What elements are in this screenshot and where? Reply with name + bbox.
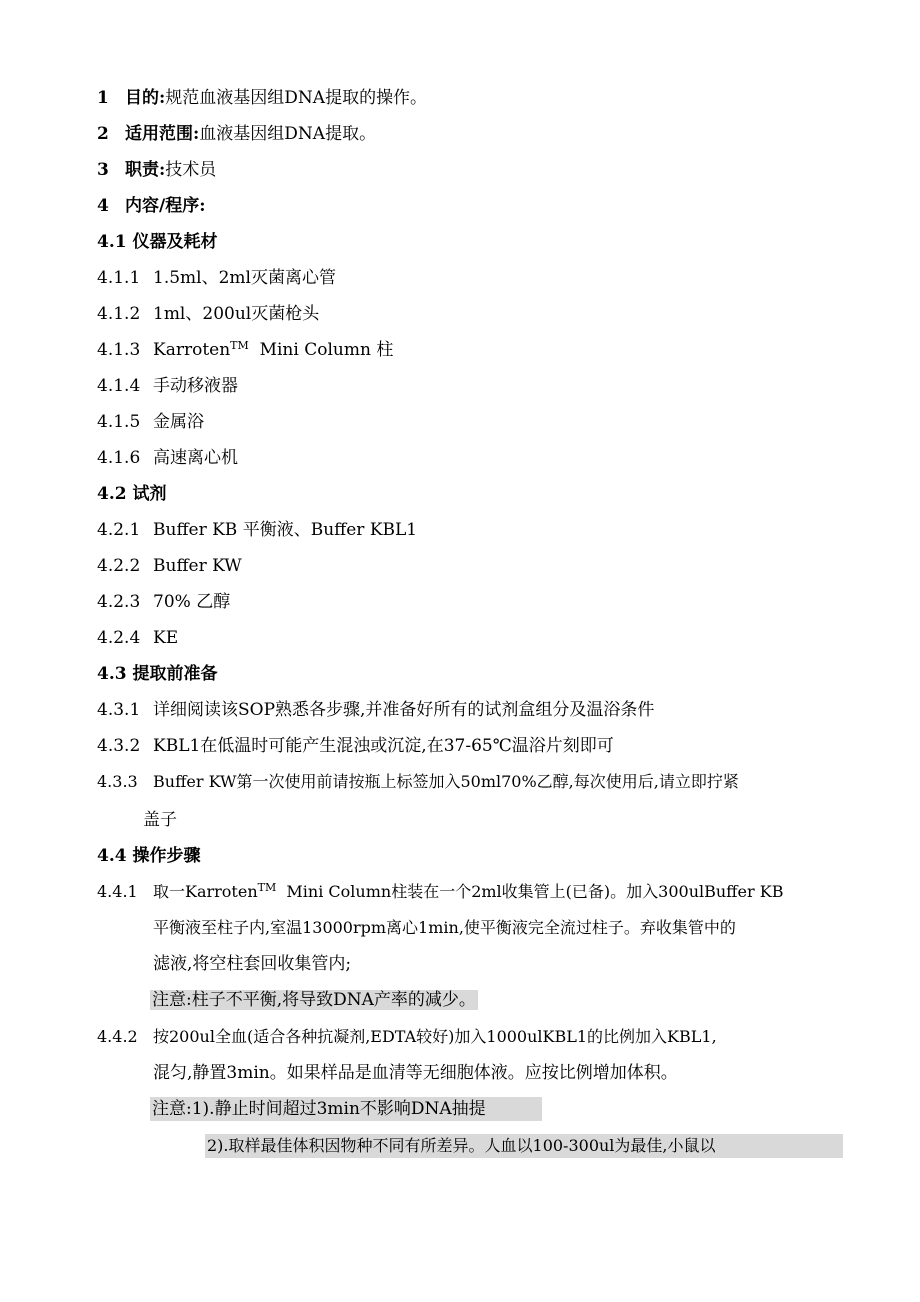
section-4	[97, 194, 205, 218]
section-number: 2	[97, 124, 109, 144]
step-4-4-1-note: 注意:柱子不平衡,将导致DNA产率的减少。	[152, 990, 476, 1010]
list-item: 4.1.4 手动移液器	[97, 376, 238, 396]
step-4-4-1: 4.4.1 取一Karroten™ Mini Column柱装在一个2ml收集管上(已备)。加入300ulBuffer KB	[97, 881, 784, 901]
section-3	[97, 158, 216, 182]
section-title: 职责:	[125, 160, 166, 180]
section-text: 规范血液基因组DNA提取的操作。	[165, 88, 428, 108]
list-item: 4.3.3 Buffer KW第一次使用前请按瓶上标签加入50ml70%乙醇,每次使用后,请立即拧紧	[97, 772, 739, 791]
section-number: 1	[97, 88, 109, 108]
section-text: 血液基因组DNA提取。	[199, 124, 377, 144]
heading-4-3: 4.3 提取前准备	[97, 664, 218, 684]
step-4-4-2: 4.4.2 按200ul全血(适合各种抗凝剂,EDTA较好)加入1000ulKBL1的比例加入KBL1,	[97, 1027, 717, 1046]
list-item: 4.2.4 KE	[97, 628, 179, 648]
step-4-4-1-line2: 平衡液至柱子内,室温13000rpm离心1min,使平衡液完全流过柱子。弃收集管中的	[153, 918, 736, 937]
list-item: 4.3.2 KBL1在低温时可能产生混浊或沉淀,在37-65℃温浴片刻即可	[97, 736, 614, 756]
heading-4-4: 4.4 操作步骤	[97, 846, 201, 866]
step-4-4-1-line3: 滤液,将空柱套回收集管内;	[153, 954, 352, 974]
step-4-4-2-note1: 注意:1).静止时间超过3min不影响DNA抽提	[150, 1097, 542, 1121]
list-item: 4.2.3 70% 乙醇	[97, 592, 231, 612]
section-title: 目的:	[125, 88, 166, 108]
section-1	[97, 86, 427, 110]
section-number: 3	[97, 160, 109, 180]
list-item-continuation: 盖子	[143, 810, 177, 830]
list-item: 4.1.3 Karroten™ Mini Column 柱	[97, 339, 394, 360]
step-4-4-2-note2: 2).取样最佳体积因物种不同有所差异。人血以100-300ul为最佳,小鼠以	[205, 1134, 843, 1165]
section-number: 4	[97, 196, 109, 216]
list-item: 4.2.2 Buffer KW	[97, 556, 242, 576]
heading-4-2: 4.2 试剂	[97, 484, 167, 504]
section-2	[97, 122, 376, 146]
list-item: 4.1.1 1.5ml、2ml灭菌离心管	[97, 268, 336, 288]
section-text: 技术员	[165, 160, 217, 180]
list-item: 4.3.1 详细阅读该SOP熟悉各步骤,并准备好所有的试剂盒组分及温浴条件	[97, 700, 655, 720]
step-4-4-2-line2: 混匀,静置3min。如果样品是血清等无细胞体液。应按比例增加体积。	[153, 1063, 678, 1083]
list-item: 4.1.6 高速离心机	[97, 448, 238, 468]
section-title: 内容/程序:	[125, 196, 206, 216]
heading-4-1: 4.1 仪器及耗材	[97, 232, 218, 252]
section-title: 适用范围:	[125, 124, 200, 144]
list-item: 4.1.2 1ml、200ul灭菌枪头	[97, 304, 320, 324]
list-item: 4.2.1 Buffer KB 平衡液、Buffer KBL1	[97, 520, 418, 540]
list-item: 4.1.5 金属浴	[97, 412, 204, 432]
